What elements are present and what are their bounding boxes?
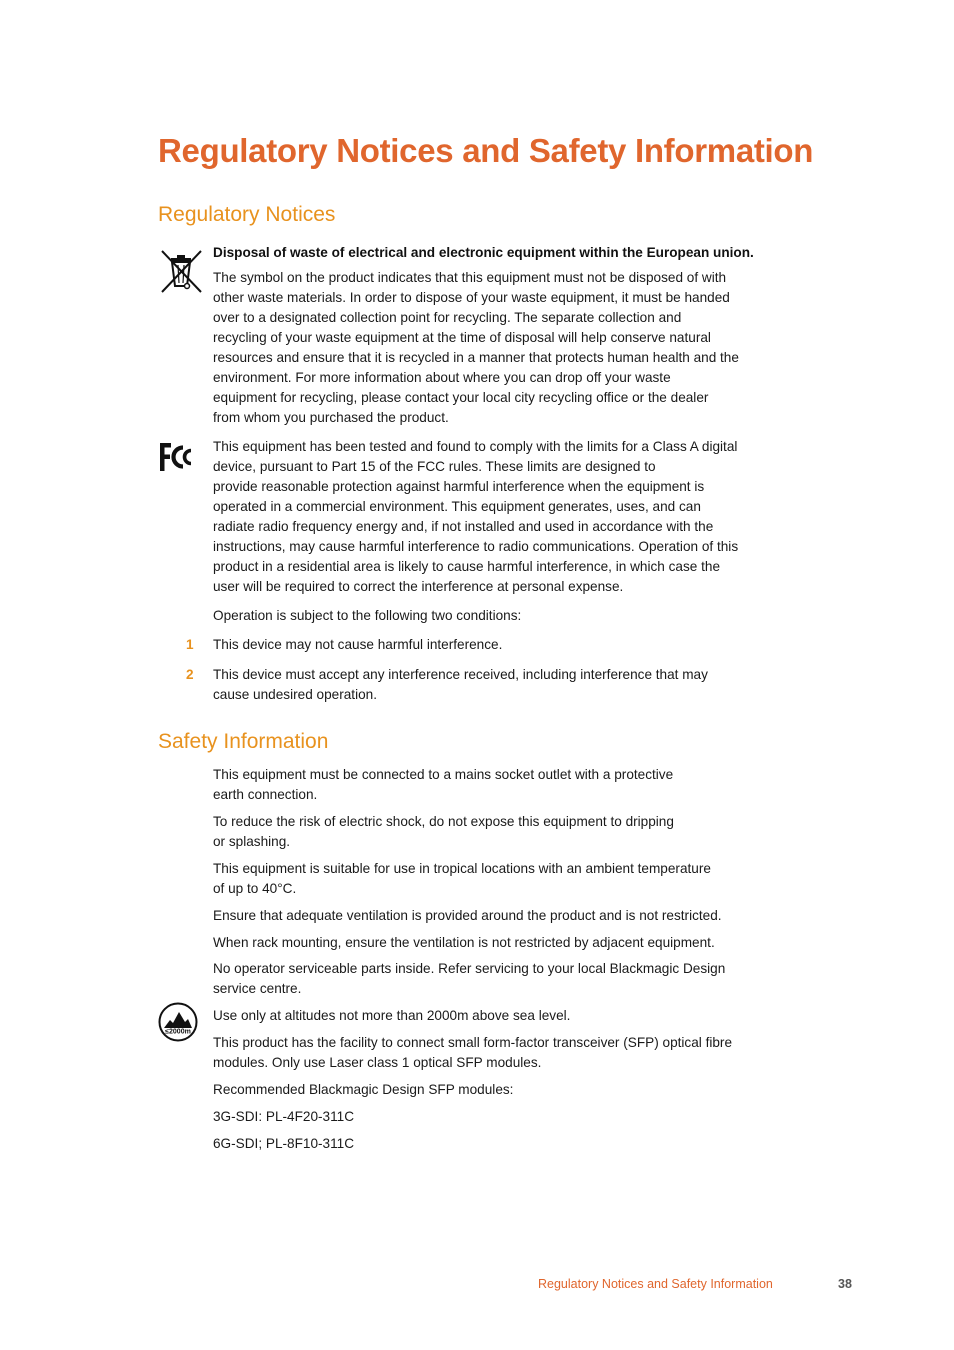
condition-text: cause undesired operation. (213, 687, 377, 702)
safety-line: No operator serviceable parts inside. Refer servicing to your local Blackmagic Design (213, 961, 726, 976)
weee-line: equipment for recycling, please contact your local city recycling office or the dealer (213, 390, 709, 405)
weee-body (213, 268, 803, 428)
fcc-line: device, pursuant to Part 15 of the FCC rules. These limits are designed to (213, 459, 656, 474)
safety-paragraph (213, 959, 803, 999)
safety-paragraph (213, 765, 803, 805)
recommended-text: Recommended Blackmagic Design SFP modules: (213, 1082, 514, 1097)
weee-heading: Disposal of waste of electrical and electronic equipment within the European union. (213, 245, 754, 260)
page-number: 38 (838, 1277, 852, 1291)
safety-paragraph (213, 1006, 803, 1026)
condition-item (213, 665, 803, 705)
fcc-line: This equipment has been tested and found to comply with the limits for a Class A digital (213, 439, 738, 454)
safety-paragraph (213, 1134, 803, 1154)
safety-line: This equipment is suitable for use in tropical locations with an ambient temperature (213, 861, 711, 876)
weee-line: other waste materials. In order to dispose of your waste equipment, it must be handed (213, 290, 730, 305)
weee-line: recycling of your waste equipment at the time of disposal will help conserve natural (213, 330, 711, 345)
fcc-line: product in a residential area is likely to cause harmful interference, in which case the (213, 559, 721, 574)
fcc-line: user will be required to correct the interference at personal expense. (213, 579, 624, 594)
safety-line: of up to 40°C. (213, 881, 297, 896)
condition-item (213, 635, 803, 655)
module-text: 3G-SDI: PL-4F20-311C (213, 1109, 355, 1124)
conditions-intro-text: Operation is subject to the following two conditions: (213, 608, 522, 623)
safety-paragraph (213, 906, 803, 926)
altitude-mountain-icon (158, 1002, 198, 1047)
weee-line: environment. For more information about where you can drop off your waste (213, 370, 671, 385)
fcc-logo-icon (158, 441, 194, 478)
conditions-intro (213, 606, 803, 626)
safety-line: earth connection. (213, 787, 318, 802)
safety-line: service centre. (213, 981, 302, 996)
footer-section-label: Regulatory Notices and Safety Information (538, 1277, 773, 1291)
safety-line: When rack mounting, ensure the ventilation is not restricted by adjacent equipment. (213, 935, 715, 950)
safety-paragraph (213, 1033, 803, 1073)
safety-paragraph (213, 812, 803, 852)
fcc-line: instructions, may cause harmful interference to radio communications. Operation of this (213, 539, 739, 554)
safety-line: modules. Only use Laser class 1 optical SFP modules. (213, 1055, 542, 1070)
fcc-notice (213, 437, 803, 597)
fcc-line: radiate radio frequency energy and, if not installed and used in accordance with the (213, 519, 714, 534)
safety-line: or splashing. (213, 834, 291, 849)
altitude-text: Use only at altitudes not more than 2000m above sea level. (213, 1008, 571, 1023)
condition-text: This device may not cause harmful interference. (213, 637, 503, 652)
fcc-line: provide reasonable protection against harmful interference when the equipment is (213, 479, 705, 494)
fcc-line: operated in a commercial environment. This equipment generates, uses, and can (213, 499, 701, 514)
safety-line: This product has the facility to connect small form-factor transceiver (SFP) optical fibre (213, 1035, 733, 1050)
condition-number: 1 (186, 637, 194, 652)
safety-line: Ensure that adequate ventilation is provided around the product and is not restricted. (213, 908, 722, 923)
weee-line: over to a designated collection point for recycling. The separate collection and (213, 310, 682, 325)
safety-line: To reduce the risk of electric shock, do not expose this equipment to dripping (213, 814, 674, 829)
page-title: Regulatory Notices and Safety Information (158, 132, 814, 169)
weee-notice (213, 243, 803, 428)
weee-line: resources and ensure that it is recycled in a manner that protects human health and the (213, 350, 739, 365)
weee-crossed-bin-icon (158, 248, 204, 299)
weee-line: The symbol on the product indicates that this equipment must not be disposed of with (213, 270, 727, 285)
altitude-icon-label: ≤2000m (165, 1028, 191, 1036)
safety-paragraph (213, 1107, 803, 1127)
condition-text: This device must accept any interference received, including interference that may (213, 667, 708, 682)
safety-line: This equipment must be connected to a mains socket outlet with a protective (213, 767, 674, 782)
safety-paragraph (213, 933, 803, 953)
section-heading-regulatory: Regulatory Notices (158, 203, 336, 226)
weee-line: from whom you purchased the product. (213, 410, 449, 425)
condition-number: 2 (186, 667, 194, 682)
safety-paragraph (213, 1080, 803, 1100)
section-heading-safety: Safety Information (158, 730, 329, 753)
safety-paragraph (213, 859, 803, 899)
module-text: 6G-SDI; PL-8F10-311C (213, 1136, 355, 1151)
